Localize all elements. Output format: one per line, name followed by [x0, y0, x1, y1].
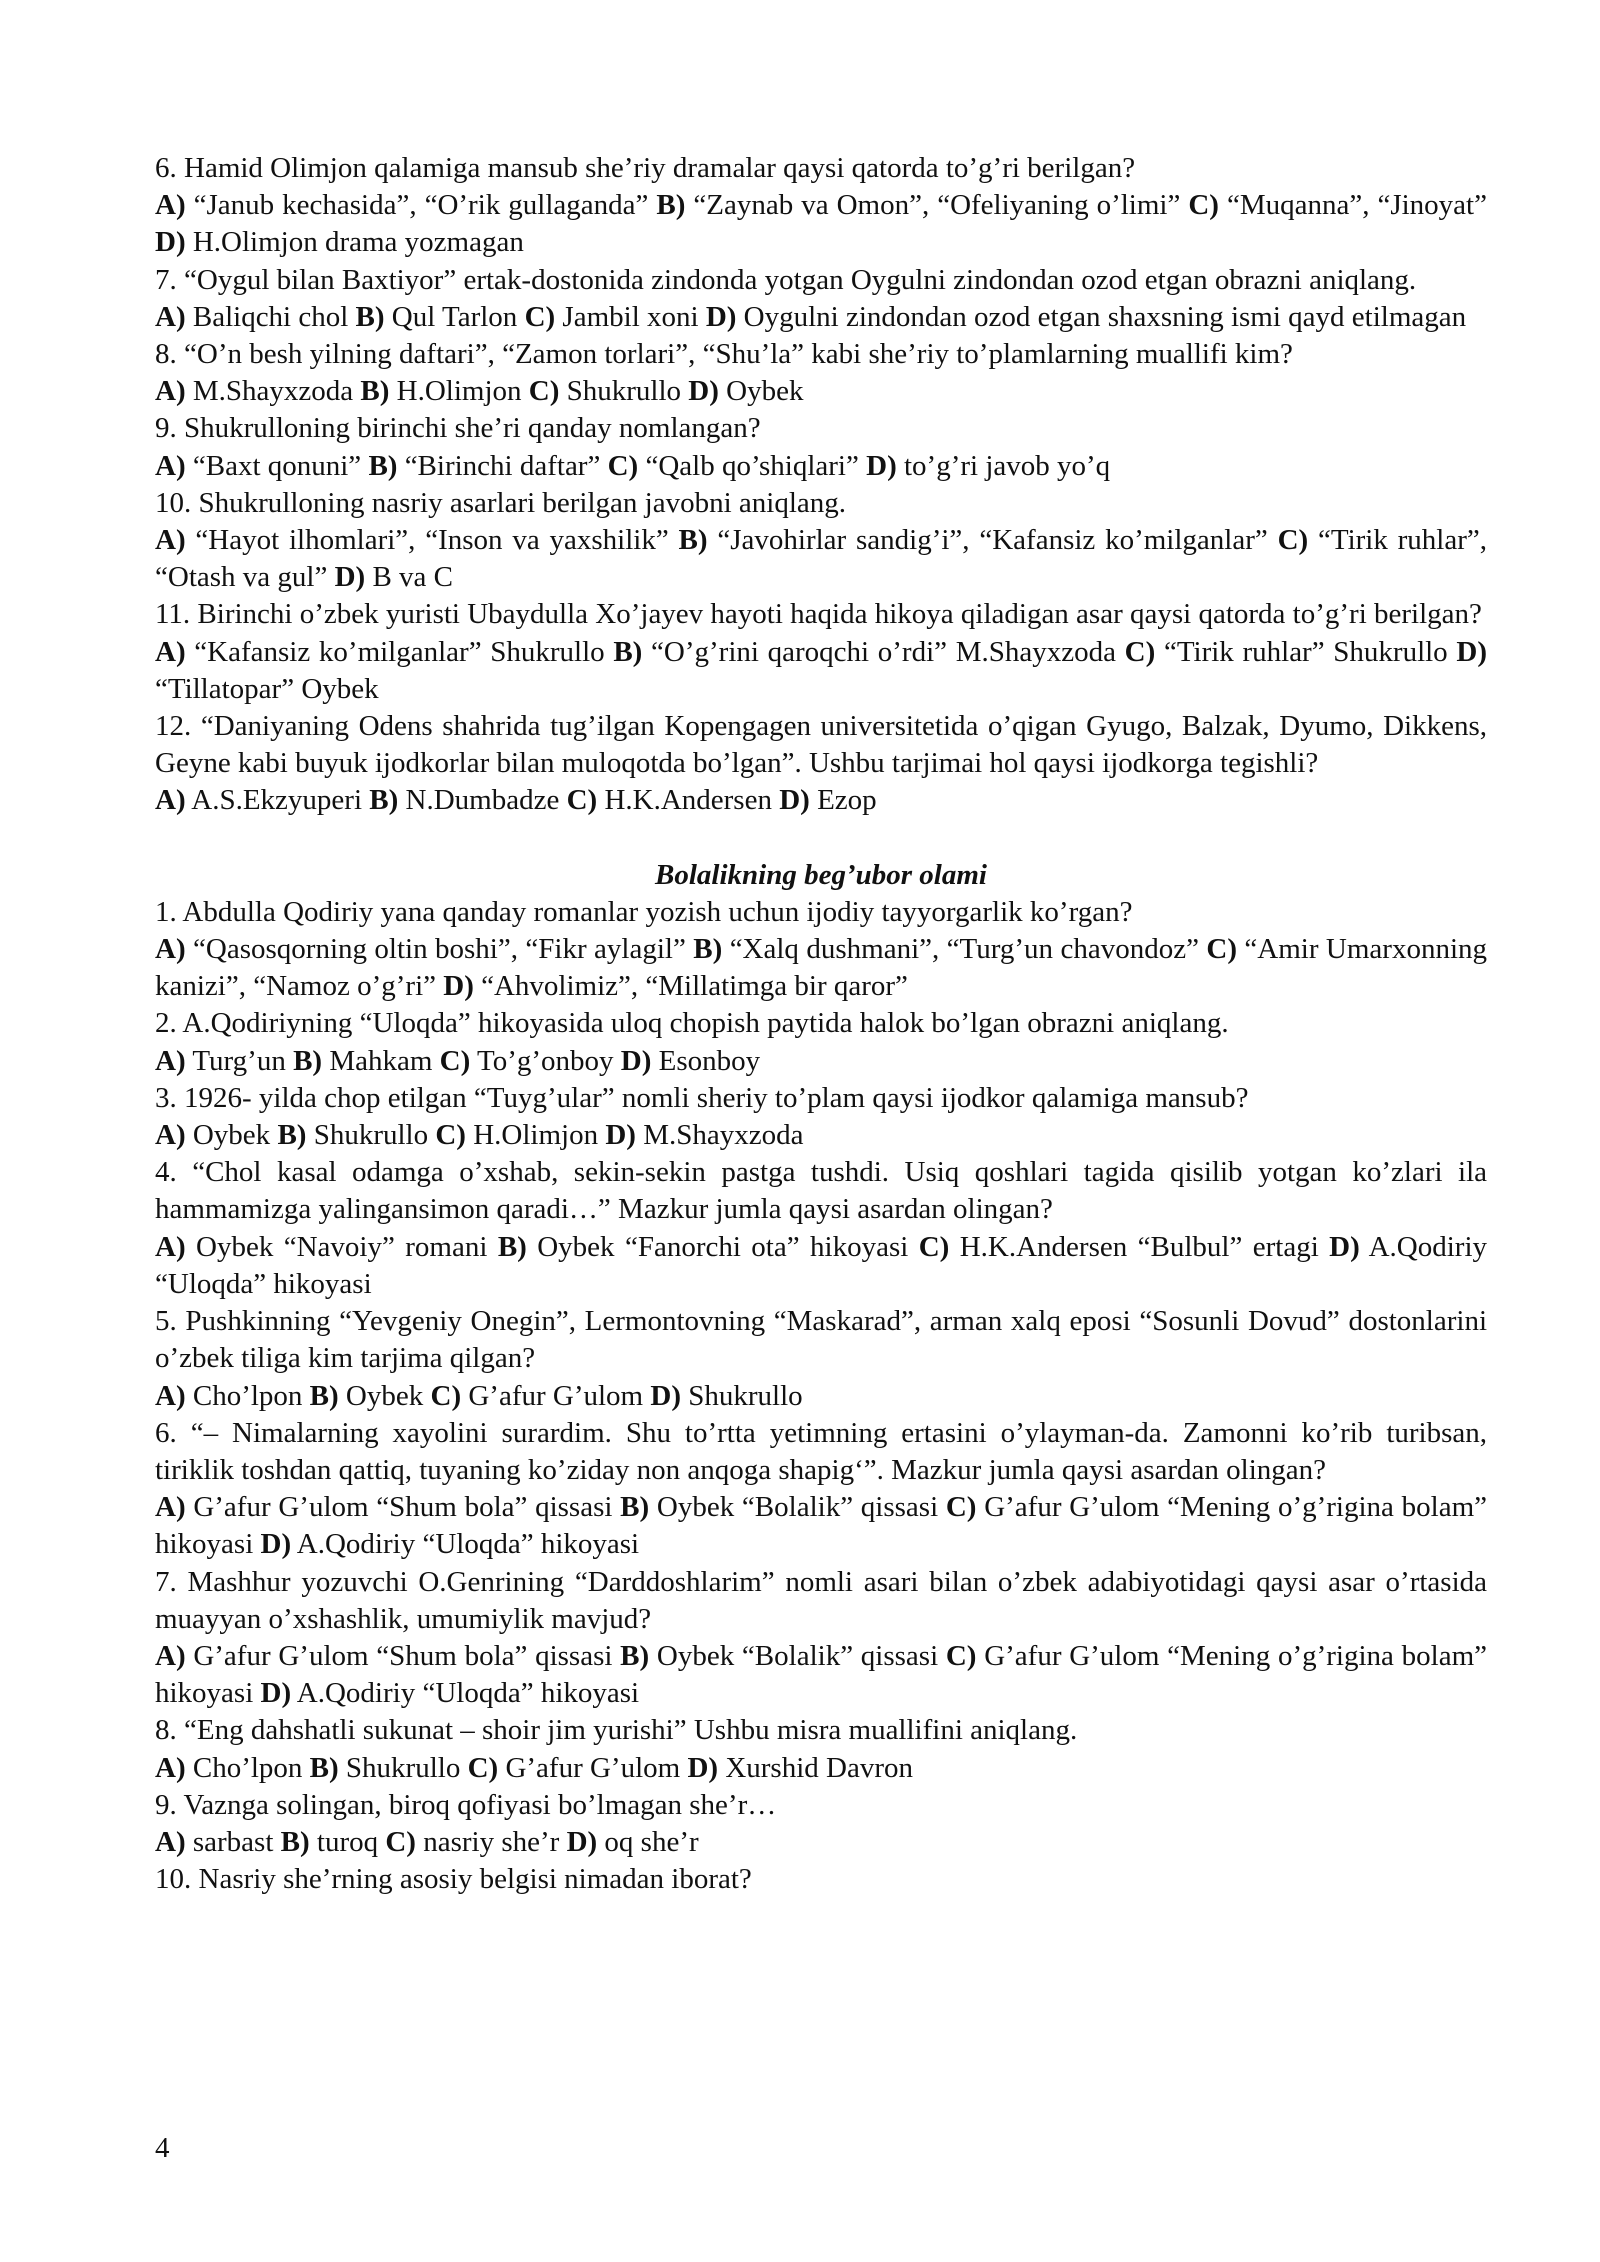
option-letter: A) — [155, 300, 186, 333]
option-text: “Amir Umarxonning kanizi”, “Namoz o’g’ri” — [155, 933, 1488, 1003]
option-text: to’g’ri javob yo’q — [896, 449, 1111, 482]
option-text: Ezop — [809, 784, 877, 817]
option-letter: D) — [1329, 1230, 1360, 1263]
option-text: A.Qodiriy “Uloqda” hikoyasi — [155, 1230, 1487, 1300]
answer-options — [155, 1638, 1487, 1712]
answer-options — [155, 1043, 1487, 1080]
option-text: H.Olimjon drama yozmagan — [185, 226, 524, 259]
option-letter: D) — [1456, 635, 1487, 668]
option-text: Cho’lpon — [185, 1379, 310, 1412]
option-text: Oybek “Bolalik” qissasi — [649, 1639, 946, 1672]
question-text: 7. Mashhur yozuvchi O.Genrining “Darddoshlarim” nomli asari bilan o’zbek adabiyotidagi qaysi asar o’rtasida muayyan o’xshashlik, umumiylik mavjud? — [155, 1565, 1487, 1635]
answer-options — [155, 782, 1487, 819]
answer-options — [155, 1378, 1487, 1415]
option-letter: A) — [155, 1639, 186, 1672]
option-text: H.K.Andersen “Bulbul” ertagi — [949, 1230, 1330, 1263]
document-page — [155, 150, 1487, 1898]
question-text: 11. Birinchi o’zbek yuristi Ubaydulla Xo’jayev hayoti haqida hikoya qiladigan asar qaysi qatorda to’g’ri berilgan? — [155, 598, 1482, 631]
option-text: Shukrullo — [338, 1751, 468, 1784]
question-text: 8. “Eng dahshatli sukunat – shoir jim yurishi” Ushbu misra muallifini aniqlang. — [155, 1714, 1078, 1747]
question-text: 6. Hamid Olimjon qalamiga mansub she’riy dramalar qaysi qatorda to’g’ri berilgan? — [155, 152, 1136, 184]
option-letter: D) — [779, 784, 810, 817]
option-text: Cho’lpon — [185, 1751, 310, 1784]
answer-options — [155, 1824, 1487, 1861]
option-text: H.Olimjon — [465, 1119, 606, 1152]
option-text: “Muqanna”, “Jinoyat” — [1218, 189, 1487, 222]
question-text: 10. Shukrulloning nasriy asarlari berilgan javobni aniqlang. — [155, 486, 847, 519]
option-text: “Baxt qonuni” — [185, 449, 369, 482]
answer-options — [155, 448, 1487, 485]
option-letter: C) — [385, 1825, 416, 1858]
option-text: “Kafansiz ko’milganlar” Shukrullo — [185, 635, 614, 668]
option-letter: D) — [650, 1379, 681, 1412]
option-letter: C) — [1188, 189, 1219, 222]
option-letter: A) — [155, 375, 186, 408]
answer-options — [155, 522, 1487, 596]
option-letter: B) — [355, 300, 385, 333]
option-text: G’afur G’ulom “Shum bola” qissasi — [185, 1639, 621, 1672]
option-text: G’afur G’ulom “Mening o’g’rigina bolam” hikoyasi — [155, 1639, 1487, 1710]
answer-options — [155, 1229, 1487, 1303]
option-letter: C) — [435, 1119, 466, 1152]
option-text: nasriy she’r — [415, 1825, 567, 1858]
option-letter: C) — [1206, 933, 1237, 966]
option-text: M.Shayxzoda — [185, 375, 361, 408]
page-number: 4 — [155, 2132, 170, 2164]
option-text: Oybek — [718, 375, 804, 408]
option-text: “Javohirlar sandig’i”, “Kafansiz ko’milganlar” — [707, 524, 1278, 557]
question-text: 6. “– Nimalarning xayolini surardim. Shu to’rtta yetimning ertasini o’ylayman-da. Zamonni ko’rib turibsan, tiriklik toshdan qattiq, tuyaning ko’ziday non anqoga shapig‘”. Mazkur jumla qaysi asardan olingan? — [155, 1416, 1487, 1486]
option-text: G’afur G’ulom — [461, 1379, 651, 1412]
option-letter: D) — [620, 1044, 652, 1077]
option-letter: D) — [605, 1119, 636, 1152]
option-text: Shukrullo — [680, 1379, 803, 1412]
answer-options — [155, 931, 1487, 1005]
answer-options — [155, 187, 1487, 261]
option-letter: B) — [613, 635, 643, 668]
option-letter: C) — [467, 1751, 499, 1784]
option-letter: D) — [260, 1677, 292, 1710]
option-text: H.Olimjon — [389, 375, 529, 408]
option-letter: C) — [918, 1230, 950, 1263]
option-text: “Birinchi daftar” — [397, 449, 608, 482]
option-text: “O’g’rini qaroqchi o’rdi” M.Shayxzoda — [642, 635, 1125, 668]
option-text: To’g’onboy — [470, 1044, 621, 1077]
option-text: Oybek “Bolalik” qissasi — [649, 1491, 946, 1524]
option-text: Turg’un — [185, 1044, 294, 1077]
option-text: Xurshid Davron — [718, 1751, 913, 1784]
answer-options — [155, 1489, 1487, 1563]
option-letter: B) — [360, 375, 390, 408]
option-text: Shukrullo — [559, 375, 689, 408]
question-text: 3. 1926- yilda chop etilgan “Tuyg’ular” nomli sheriy to’plam qaysi ijodkor qalamiga mansub? — [155, 1081, 1249, 1114]
question-text: 4. “Chol kasal odamga o’xshab, sekin-sekin pastga tushdi. Usiq qoshlari tagida qisilib yotgan ko’zlari ila hammamizga yalingansimon qaradi…” Mazkur jumla qaysi asardan olingan? — [155, 1156, 1487, 1226]
option-text: B va C — [365, 561, 454, 594]
option-text: “Tirik ruhlar”, “Otash va gul” — [155, 524, 1488, 594]
option-text: “Zaynab va Omon”, “Ofeliyaning o’limi” — [685, 189, 1189, 222]
option-text: “Ahvolimiz”, “Millatimga bir qaror” — [473, 970, 908, 1003]
option-text: A.Qodiriy “Uloqda” hikoyasi — [291, 1528, 640, 1561]
option-letter: C) — [607, 449, 639, 482]
option-letter: D) — [687, 1751, 719, 1784]
option-letter: C) — [1277, 524, 1309, 557]
option-letter: C) — [945, 1491, 977, 1524]
option-text: N.Dumbadze — [398, 784, 567, 817]
option-letter: C) — [1124, 635, 1156, 668]
option-text: G’afur G’ulom — [498, 1751, 688, 1784]
option-letter: C) — [945, 1639, 977, 1672]
question-text: 2. A.Qodiriyning “Uloqda” hikoyasida uloq chopish paytida halok bo’lgan obrazni aniqlang. — [155, 1007, 1229, 1040]
option-letter: B) — [368, 449, 398, 482]
option-text: “Tillatopar” Oybek — [155, 672, 379, 705]
section-title: Bolalikning beg’ubor olami — [655, 858, 987, 891]
option-letter: A) — [155, 449, 186, 482]
option-text: Esonboy — [651, 1044, 761, 1077]
option-letter: B) — [277, 1119, 307, 1152]
answer-options — [155, 1750, 1487, 1787]
option-letter: A) — [155, 1825, 186, 1858]
option-letter: D) — [334, 561, 366, 594]
option-letter: D) — [155, 226, 186, 259]
answer-options — [155, 373, 1487, 410]
option-letter: A) — [155, 1491, 186, 1524]
answer-options — [155, 1117, 1487, 1154]
option-letter: A) — [155, 524, 186, 557]
option-letter: A) — [155, 1044, 186, 1077]
option-text: Oygulni zindondan ozod etgan shaxsning ismi qayd etilmagan — [736, 300, 1467, 333]
option-text: H.K.Andersen — [597, 784, 780, 817]
option-letter: B) — [656, 189, 686, 222]
option-letter: C) — [566, 784, 598, 817]
option-letter: C) — [439, 1044, 471, 1077]
question-text: 8. “O’n besh yilning daftari”, “Zamon torlari”, “Shu’la” kabi she’riy to’plamlarning muallifi kim? — [155, 338, 1293, 371]
question-text: 7. “Oygul bilan Baxtiyor” ertak-dostonida zindonda yotgan Oygulni zindondan ozod etgan obrazni aniqlang. — [155, 263, 1417, 296]
option-letter: B) — [620, 1639, 650, 1672]
option-letter: B) — [497, 1230, 527, 1263]
option-text: Shukrullo — [306, 1119, 436, 1152]
option-letter: B) — [693, 933, 723, 966]
option-letter: A) — [155, 1379, 186, 1412]
option-letter: B) — [309, 1751, 339, 1784]
option-text: Oybek — [338, 1379, 431, 1412]
option-letter: B) — [293, 1044, 323, 1077]
option-letter: A) — [155, 1119, 186, 1152]
option-letter: A) — [155, 1230, 186, 1263]
option-text: “Tirik ruhlar” Shukrullo — [1155, 635, 1457, 668]
question-text: 10. Nasriy she’rning asosiy belgisi nimadan iborat? — [155, 1863, 752, 1896]
option-text: “Janub kechasida”, “O’rik gullaganda” — [185, 189, 657, 222]
option-letter: A) — [155, 933, 186, 966]
option-text: turoq — [309, 1825, 386, 1858]
option-letter: B) — [280, 1825, 310, 1858]
question-text: 12. “Daniyaning Odens shahrida tug’ilgan Kopengagen universitetida o’qigan Gyugo, Balzak, Dyumo, Dikkens, Geyne kabi buyuk ijodkorlar bilan muloqotda bo’lgan”. Ushbu tarjimai hol qaysi ijodkorga tegishli? — [155, 710, 1487, 780]
option-letter: D) — [260, 1528, 292, 1561]
option-letter: B) — [309, 1379, 339, 1412]
option-letter: B) — [620, 1491, 650, 1524]
option-text: Jambil xoni — [555, 300, 706, 333]
option-text: “Qasosqorning oltin boshi”, “Fikr aylagil” — [185, 933, 694, 966]
option-letter: C) — [528, 375, 560, 408]
option-letter: A) — [155, 1751, 186, 1784]
question-text: 9. Vaznga solingan, biroq qofiyasi bo’lmagan she’r… — [155, 1788, 777, 1821]
answer-options — [155, 634, 1487, 708]
option-letter: D) — [688, 375, 719, 408]
option-letter: D) — [705, 300, 737, 333]
option-letter: A) — [155, 635, 186, 668]
option-text: A.S.Ekzyuperi — [185, 784, 370, 817]
option-letter: D) — [443, 970, 474, 1003]
question-text: 9. Shukrulloning birinchi she’ri qanday nomlangan? — [155, 412, 761, 445]
option-text: oq she’r — [597, 1825, 699, 1858]
option-text: Oybek — [185, 1119, 278, 1152]
option-letter: B) — [369, 784, 399, 817]
option-letter: D) — [866, 449, 897, 482]
option-text: Mahkam — [322, 1044, 440, 1077]
option-text: M.Shayxzoda — [635, 1119, 804, 1152]
question-text: 5. Pushkinning “Yevgeniy Onegin”, Lermontovning “Maskarad”, arman xalq eposi “Sosunli Dovud” dostonlarini o’zbek tiliga kim tarjima qilgan? — [155, 1305, 1487, 1375]
option-letter: D) — [566, 1825, 598, 1858]
option-text: Baliqchi chol — [185, 300, 356, 333]
option-text: Oybek “Navoiy” romani — [185, 1230, 498, 1263]
option-letter: C) — [430, 1379, 462, 1412]
option-text: sarbast — [185, 1825, 281, 1858]
option-text: “Hayot ilhomlari”, “Inson va yaxshilik” — [185, 524, 679, 557]
question-text: 1. Abdulla Qodiriy yana qanday romanlar yozish uchun ijodiy tayyorgarlik ko’rgan? — [155, 895, 1133, 928]
option-text: “Xalq dushmani”, “Turg’un chavondoz” — [722, 933, 1207, 966]
option-text: A.Qodiriy “Uloqda” hikoyasi — [291, 1677, 640, 1710]
option-text: Oybek “Fanorchi ota” hikoyasi — [526, 1230, 919, 1263]
option-letter: A) — [155, 189, 186, 222]
option-text: “Qalb qo’shiqlari” — [638, 449, 867, 482]
option-letter: C) — [524, 300, 556, 333]
option-letter: B) — [678, 524, 708, 557]
answer-options — [155, 299, 1487, 336]
option-text: Qul Tarlon — [384, 300, 525, 333]
option-text: G’afur G’ulom “Shum bola” qissasi — [185, 1491, 621, 1524]
option-text: G’afur G’ulom “Mening o’g’rigina bolam” hikoyasi — [155, 1491, 1487, 1561]
option-letter: A) — [155, 784, 186, 817]
